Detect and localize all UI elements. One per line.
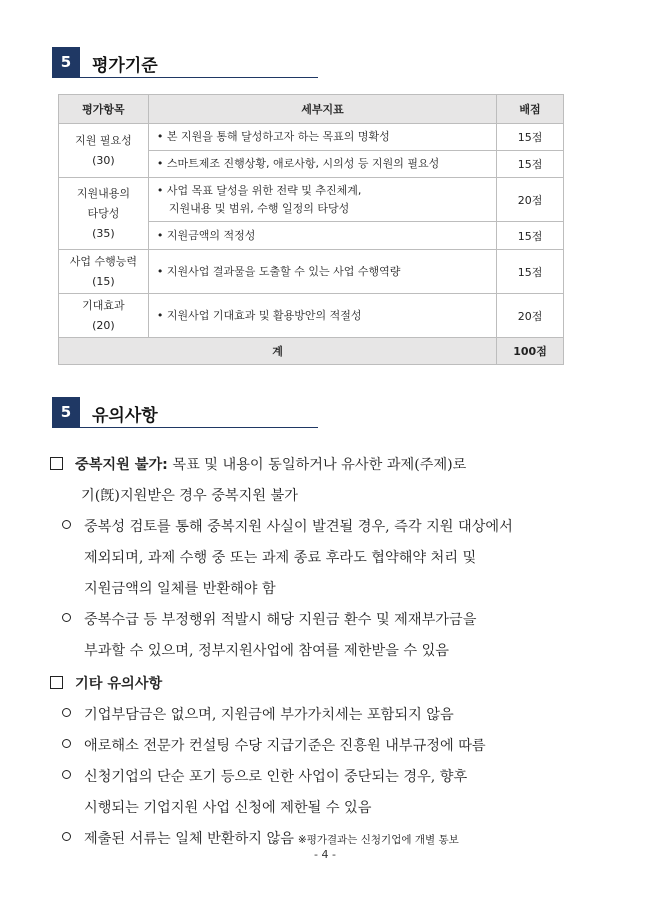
etc-title: 기타 유의사항 [75,676,163,692]
header-score: 배점 [497,95,564,124]
evaluation-criteria-table [58,94,564,365]
section-header-notes [52,397,318,428]
item-cell: 기대효과 (20) [59,294,149,338]
list-item: 신청기업의 단순 포기 등으로 인한 사업이 중단되는 경우, 향후 [50,762,580,793]
etc-heading-line [50,669,580,700]
detail-cell: • 지원사업 결과물을 도출할 수 있는 사업 수행역량 [148,250,496,294]
list-item-cont: 지원금액의 일체를 반환해야 함 [84,581,276,597]
circle-bullet-icon [62,613,71,622]
score-cell: 15점 [497,250,564,294]
item-cell: 지원 필요성 (30) [59,124,149,178]
total-label: 계 [59,338,497,365]
notes-body [50,450,580,855]
section-title: 평가기준 [92,56,158,76]
total-score: 100점 [497,338,564,365]
detail-cell: • 지원사업 기대효과 및 활용방안의 적절성 [148,294,496,338]
header-detail: 세부지표 [148,95,496,124]
dup-line1: 목표 및 내용이 동일하거나 유사한 과제(주제)로 [167,457,467,473]
checkbox-square-icon [50,676,63,689]
dup-line2: 기(旣)지원받은 경우 중복지원 불가 [81,488,298,504]
header-item: 평가항목 [59,95,149,124]
total-row [59,338,564,365]
table-row [59,124,564,151]
table-row [59,294,564,338]
detail-cell: • 사업 목표 달성을 위한 전략 및 추진체계, 지원내용 및 범위, 수행 일정의 타당성 [148,178,496,222]
section-number: 5 [52,397,80,427]
item-cell: 지원내용의 타당성 (35) [59,178,149,250]
score-cell: 15점 [497,124,564,151]
section-number: 5 [52,47,80,77]
table-row [59,250,564,294]
dup-title: 중복지원 불가: [75,457,168,473]
circle-bullet-icon [62,832,71,841]
dup-heading-line [50,450,580,481]
score-cell: 20점 [497,178,564,222]
circle-bullet-icon [62,770,71,779]
table-row [59,178,564,222]
circle-bullet-icon [62,739,71,748]
list-item-cont: 제외되며, 과제 수행 중 또는 과제 종료 후라도 협약해약 처리 및 [84,550,477,566]
detail-cell: • 스마트제조 진행상황, 애로사항, 시의성 등 지원의 필요성 [148,151,496,178]
score-cell: 20점 [497,294,564,338]
list-item: 중복수급 등 부정행위 적발시 해당 지원금 환수 및 제재부가금을 [50,605,580,636]
circle-bullet-icon [62,520,71,529]
list-item: 중복성 검토를 통해 중복지원 사실이 발견될 경우, 즉각 지원 대상에서 [50,512,580,543]
checkbox-square-icon [50,457,63,470]
section-title: 유의사항 [92,406,158,426]
table-header-row [59,95,564,124]
list-item: 제출된 서류는 일체 반환하지 않음 ※평가결과는 신청기업에 개별 통보 [50,824,580,855]
circle-bullet-icon [62,708,71,717]
score-cell: 15점 [497,222,564,250]
section-header-evaluation [52,47,318,78]
list-item: 기업부담금은 없으며, 지원금에 부가가치세는 포함되지 않음 [50,700,580,731]
score-cell: 15점 [497,151,564,178]
list-item-cont: 부과할 수 있으며, 정부지원사업에 참여를 제한받을 수 있음 [84,643,450,659]
detail-cell: • 지원금액의 적정성 [148,222,496,250]
page-number: - 4 - [314,848,336,861]
evaluation-result-note: ※평가결과는 신청기업에 개별 통보 [297,834,459,846]
detail-cell: • 본 지원을 통해 달성하고자 하는 목표의 명확성 [148,124,496,151]
list-item: 애로해소 전문가 컨설팅 수당 지급기준은 진흥원 내부규정에 따름 [50,731,580,762]
item-cell: 사업 수행능력 (15) [59,250,149,294]
list-item-cont: 시행되는 기업지원 사업 신청에 제한될 수 있음 [84,800,372,816]
